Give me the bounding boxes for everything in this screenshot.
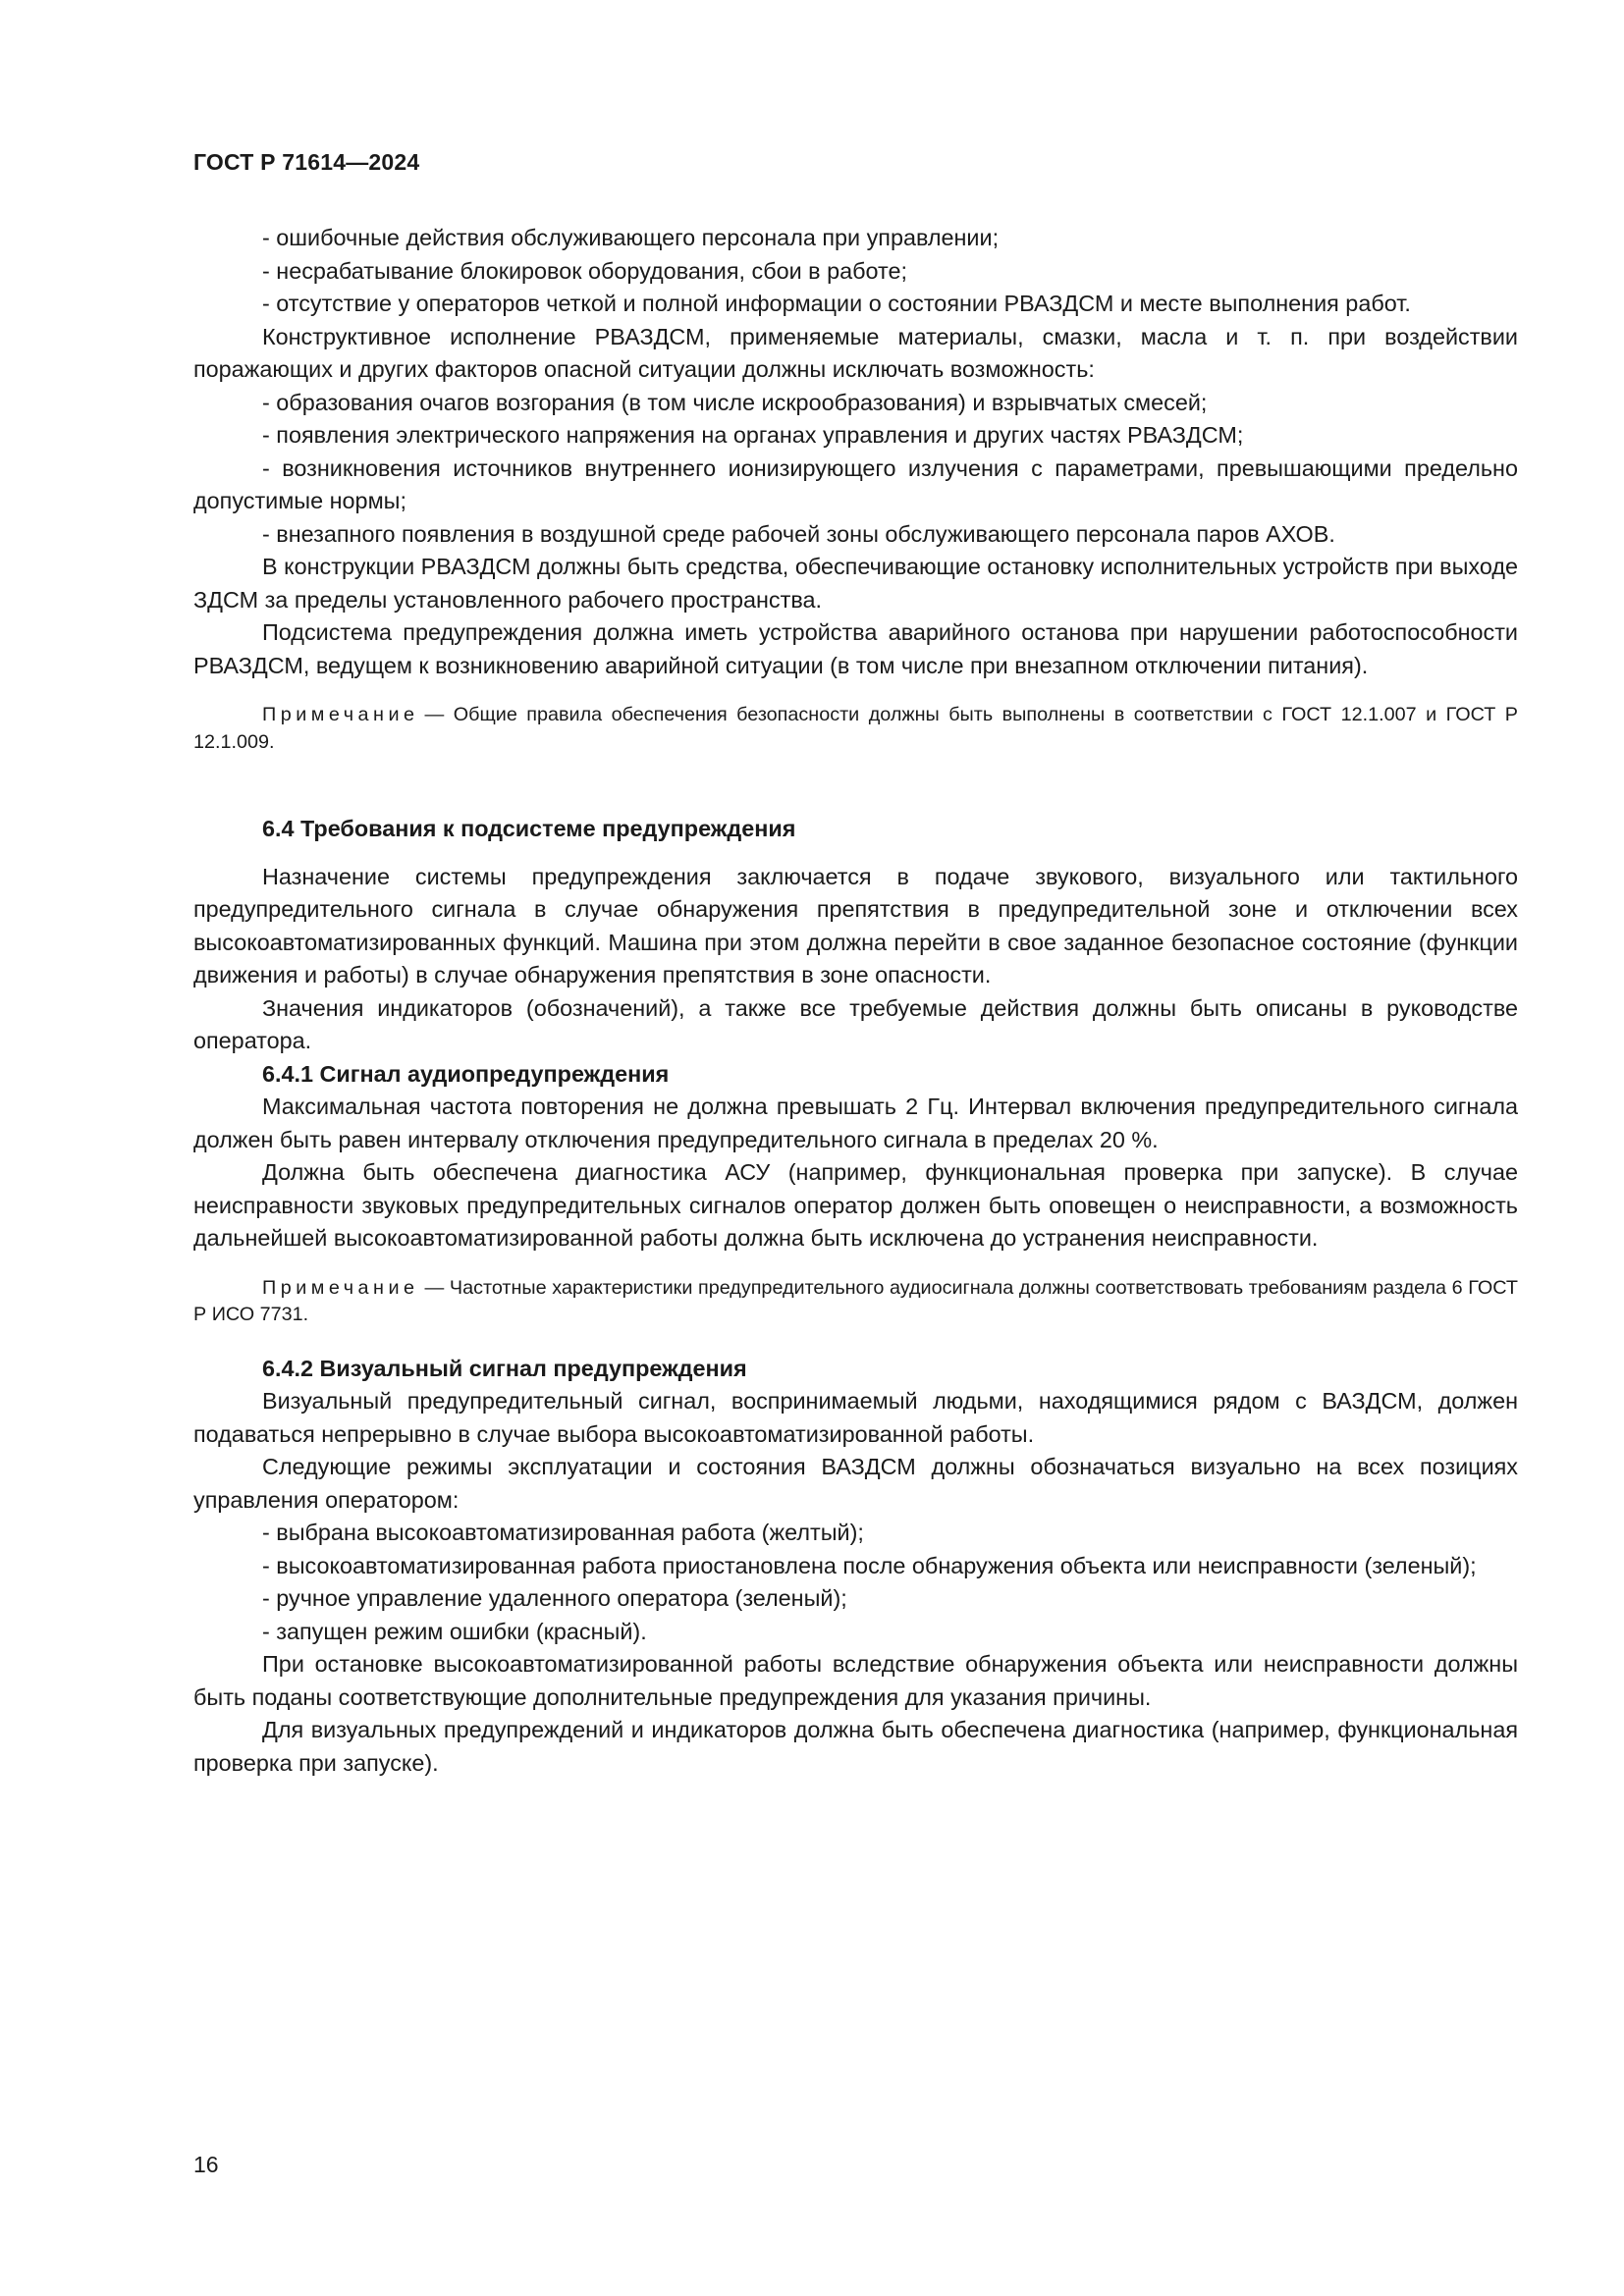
section-heading: 6.4 Требования к подсистеме предупреждения xyxy=(262,816,796,841)
note-2 xyxy=(193,1275,1518,1329)
note-label: Примечание xyxy=(262,704,419,725)
list-item: - появления электрического напряжения на органах управления и других частях РВАЗДСМ; xyxy=(262,422,1244,448)
paragraph: Максимальная частота повторения не должна превышать 2 Гц. Интервал включения предупредительного сигнала должен быть равен интервалу отключения предупредительного сигнала в пределах 20 %. xyxy=(193,1094,1518,1152)
paragraph: Подсистема предупреждения должна иметь устройства аварийного останова при нарушении работоспособности РВАЗДСМ, ведущем к возникновению аварийной ситуации (в том числе при внезапном отключении питания). xyxy=(193,619,1518,678)
page-number: 16 xyxy=(193,2152,219,2177)
paragraph: Назначение системы предупреждения заключается в подаче звукового, визуального или тактильного предупредительного сигнала в случае обнаружения препятствия в предупредительной зоне и отключении всех высокоавтоматизированных функций. Машина при этом должна перейти в свое заданное безопасное состояние (функции движения и работы) в случае обнаружения препятствия в зоне опасности. xyxy=(193,863,1518,988)
paragraph: Визуальный предупредительный сигнал, воспринимаемый людьми, находящимися рядом с ВАЗДСМ, должен подаваться непрерывно в случае выбора высокоавтоматизированной работы. xyxy=(193,1388,1518,1447)
list-item: - возникновения источников внутреннего ионизирующего излучения с параметрами, превышающими предельно допустимые нормы; xyxy=(193,454,1518,513)
list-item: - запущен режим ошибки (красный). xyxy=(262,1618,647,1644)
list-item: - ручное управление удаленного оператора (зеленый); xyxy=(262,1585,847,1611)
subsection-heading: 6.4.1 Сигнал аудиопредупреждения xyxy=(262,1060,670,1087)
list-item: - внезапного появления в воздушной среде рабочей зоны обслуживающего персонала паров АХОВ. xyxy=(262,520,1335,547)
list-item: - несрабатывание блокировок оборудования, сбои в работе; xyxy=(262,257,907,284)
list-item: - отсутствие у операторов четкой и полной информации о состоянии РВАЗДСМ и месте выполнения работ. xyxy=(262,291,1411,316)
list-item: - образования очагов возгорания (в том числе искрообразования) и взрывчатых смесей; xyxy=(262,389,1208,415)
paragraph: При остановке высокоавтоматизированной работы вследствие обнаружения объекта или неисправности должны быть поданы соответствующие дополнительные предупреждения для указания причины. xyxy=(193,1651,1518,1710)
note-1 xyxy=(193,702,1518,756)
paragraph: Конструктивное исполнение РВАЗДСМ, применяемые материалы, смазки, масла и т. п. при воздействии поражающих и других факторов опасной ситуации должны исключать возможность: xyxy=(193,323,1518,382)
list-item: - высокоавтоматизированная работа приостановлена после обнаружения объекта или неисправности (зеленый); xyxy=(262,1552,1477,1578)
subsection-heading: 6.4.2 Визуальный сигнал предупреждения xyxy=(262,1355,747,1381)
paragraph: Должна быть обеспечена диагностика АСУ (например, функциональная проверка при запуске). В случае неисправности звуковых предупредительных сигналов оператор должен быть оповещен о неисправности, а возможность дальнейшей высокоавтоматизированной работы должна быть исключена до устранения неисправности. xyxy=(193,1159,1518,1251)
paragraph: Значения индикаторов (обозначений), а также все требуемые действия должны быть описаны в руководстве оператора. xyxy=(193,994,1518,1053)
list-item: - выбрана высокоавтоматизированная работа (желтый); xyxy=(262,1520,864,1545)
note-text: — Общие правила обеспечения безопасности должны быть выполнены в соответствии с ГОСТ 12.1.007 и ГОСТ Р 12.1.009. xyxy=(193,704,1518,753)
document-header: ГОСТ Р 71614—2024 xyxy=(193,149,420,175)
note-label: Примечание xyxy=(262,1276,419,1299)
paragraph: Для визуальных предупреждений и индикаторов должна быть обеспечена диагностика (например, функциональная проверка при запуске). xyxy=(193,1717,1518,1776)
list-item: - ошибочные действия обслуживающего персонала при управлении; xyxy=(262,225,1000,250)
paragraph: В конструкции РВАЗДСМ должны быть средства, обеспечивающие остановку исполнительных устройств при выходе ЗДСМ за пределы установленного рабочего пространства. xyxy=(193,554,1518,613)
paragraph: Следующие режимы эксплуатации и состояния ВАЗДСМ должны обозначаться визуально на всех позициях управления оператором: xyxy=(193,1454,1518,1513)
document-body xyxy=(193,222,1518,1780)
note-text: — Частотные характеристики предупредительного аудиосигнала должны соответствовать требованиям раздела 6 ГОСТ Р ИСО 7731. xyxy=(193,1276,1518,1325)
